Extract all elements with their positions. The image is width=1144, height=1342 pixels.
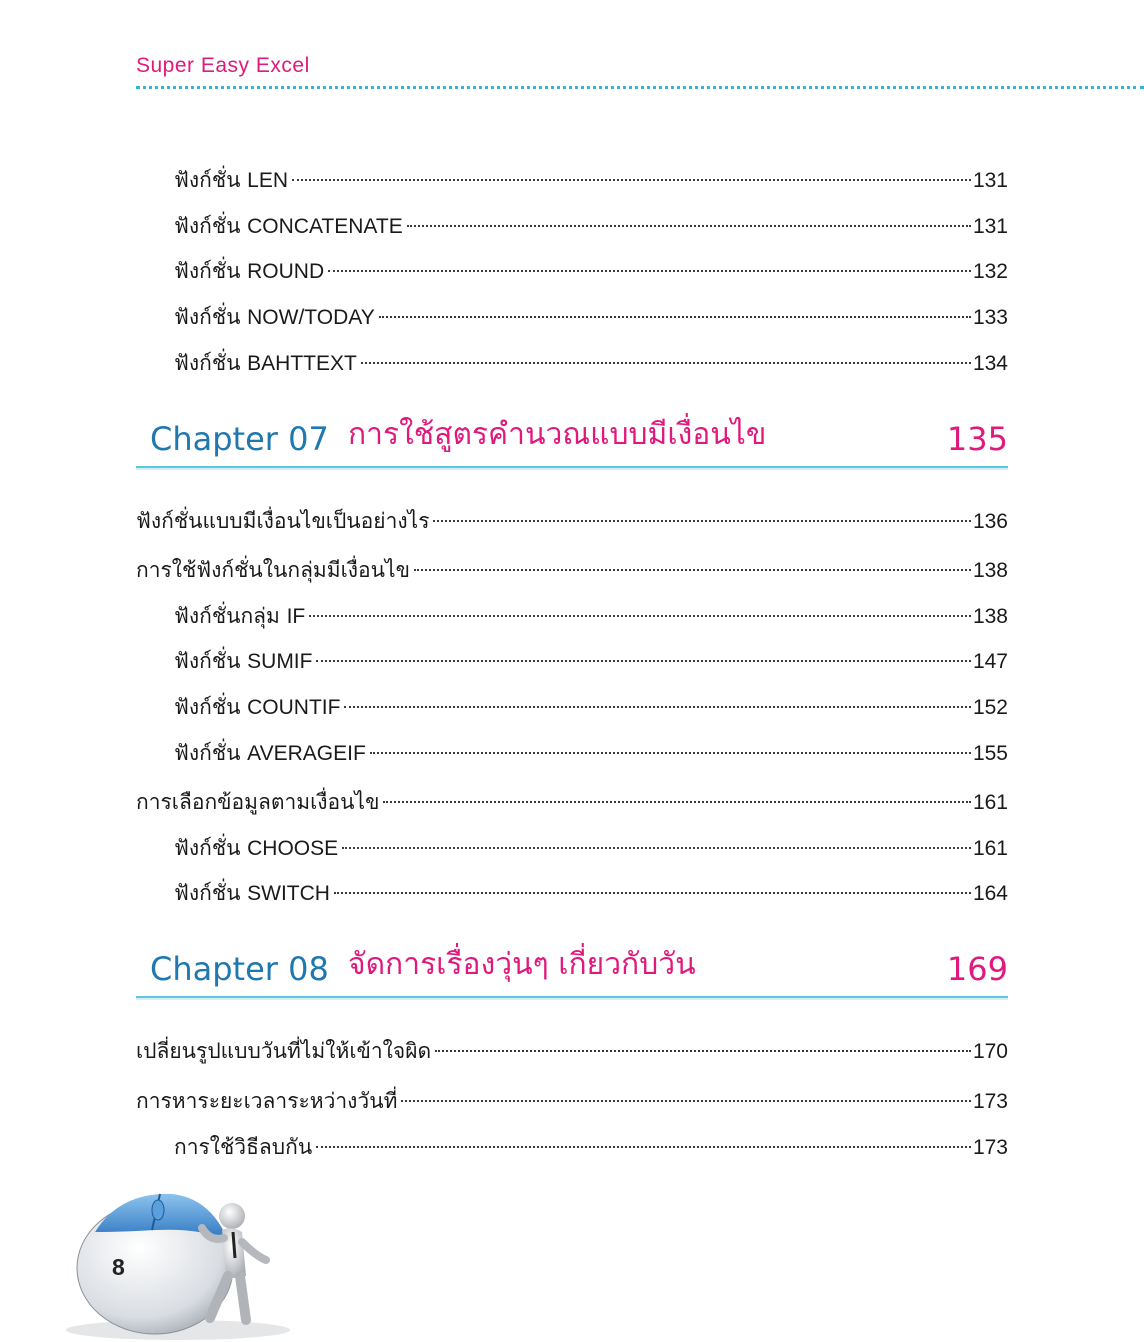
dot-leader <box>344 706 970 708</box>
toc-entry-label: การใช้ฟังก์ชั่นในกลุ่มมีเงื่อนไข <box>136 558 410 582</box>
toc-entry-page: 173 <box>972 1136 1008 1159</box>
dot-leader <box>342 847 971 849</box>
toc-entry-choose[interactable] <box>174 833 1008 863</box>
toc-entry[interactable] <box>136 787 1008 817</box>
toc-entry-countif[interactable] <box>174 692 1008 722</box>
dot-leader <box>361 362 971 364</box>
dot-leader <box>328 270 971 272</box>
toc-entry-page: 133 <box>972 306 1008 329</box>
toc-entry-page: 164 <box>972 882 1008 905</box>
toc-entry-page: 134 <box>972 352 1008 375</box>
toc-entry-switch[interactable] <box>174 878 1008 908</box>
toc-entry-page: 138 <box>972 559 1008 582</box>
toc-entry-prefix: ฟังก์ชั่น <box>174 214 241 238</box>
chapter-page: 135 <box>946 420 1008 458</box>
toc-entry-if[interactable] <box>174 601 1008 631</box>
dot-leader <box>316 1146 971 1148</box>
toc-entry-prefix: ฟังก์ชั่น <box>174 259 241 283</box>
chapter-07-heading[interactable] <box>136 412 1008 468</box>
dot-leader <box>401 1100 971 1102</box>
toc-entry-prefix: ฟังก์ชั่นกลุ่ม <box>174 604 280 628</box>
dot-leader <box>309 615 971 617</box>
toc-entry-page: 152 <box>972 696 1008 719</box>
toc-entry-prefix: ฟังก์ชั่น <box>174 836 241 860</box>
toc-entry-page: 170 <box>972 1040 1008 1063</box>
toc-entry-page: 138 <box>972 605 1008 628</box>
toc-entry-page: 131 <box>972 215 1008 238</box>
dot-leader <box>292 179 971 181</box>
toc-entry-page: 155 <box>972 742 1008 765</box>
toc-entry-prefix: ฟังก์ชั่น <box>174 741 241 765</box>
toc-entry-name: AVERAGEIF <box>247 742 366 765</box>
toc-entry[interactable] <box>174 1132 1008 1162</box>
toc-entry-concatenate[interactable] <box>174 211 1008 241</box>
mouse-mascot-illustration <box>60 1180 300 1342</box>
toc-entry-page: 136 <box>972 510 1008 533</box>
toc-entry-name: COUNTIF <box>247 696 341 719</box>
book-title: Super Easy Excel <box>136 54 310 77</box>
dot-leader <box>334 892 971 894</box>
chapter-label: Chapter 08 <box>150 950 329 988</box>
toc-entry[interactable] <box>136 506 1008 536</box>
dot-leader <box>379 316 971 318</box>
toc-entry-page: 132 <box>972 260 1008 283</box>
toc-entry-name: ROUND <box>247 260 325 283</box>
header-dotted-rule <box>136 86 1144 89</box>
toc-entry[interactable] <box>136 1036 1008 1066</box>
toc-entry-label: เปลี่ยนรูปแบบวันที่ไม่ให้เข้าใจผิด <box>136 1039 432 1063</box>
toc-entry-prefix: ฟังก์ชั่น <box>174 881 241 905</box>
dot-leader <box>433 520 970 522</box>
toc-entry-prefix: ฟังก์ชั่น <box>174 351 241 375</box>
toc-entry-label: การเลือกข้อมูลตามเงื่อนไข <box>136 790 380 814</box>
toc-entry-prefix: ฟังก์ชั่น <box>174 695 241 719</box>
chapter-08-heading[interactable] <box>136 942 1008 998</box>
toc-entry-page: 131 <box>972 169 1008 192</box>
chapter-label: Chapter 07 <box>150 420 329 458</box>
toc-entry[interactable] <box>136 1086 1008 1116</box>
toc-entry-page: 173 <box>972 1090 1008 1113</box>
toc-entry-averageif[interactable] <box>174 738 1008 768</box>
toc-entry-name: CONCATENATE <box>247 215 403 238</box>
dot-leader <box>383 801 971 803</box>
toc-entry-prefix: ฟังก์ชั่น <box>174 305 241 329</box>
toc-entry-page: 161 <box>972 837 1008 860</box>
toc-entry-name: SUMIF <box>247 650 313 673</box>
toc-entry-name: BAHTTEXT <box>247 352 357 375</box>
toc-entry-sumif[interactable] <box>174 646 1008 676</box>
toc-entry-len[interactable] <box>174 165 1008 195</box>
dot-leader <box>316 660 970 662</box>
toc-entry-name: LEN <box>247 169 288 192</box>
toc-entry-bahttext[interactable] <box>174 348 1008 378</box>
dot-leader <box>370 752 971 754</box>
dot-leader <box>414 569 971 571</box>
toc-entry-prefix: ฟังก์ชั่น <box>174 649 241 673</box>
toc-entry-label: ฟังก์ชั่นแบบมีเงื่อนไขเป็นอย่างไร <box>136 509 430 533</box>
toc-entry-now-today[interactable] <box>174 302 1008 332</box>
toc-entry-prefix: ฟังก์ชั่น <box>174 168 241 192</box>
toc-entry-name: SWITCH <box>247 882 330 905</box>
toc-entry-page: 161 <box>972 791 1008 814</box>
dot-leader <box>407 225 971 227</box>
chapter-title: การใช้สูตรคำนวณแบบมีเงื่อนไข <box>348 417 767 452</box>
dot-leader <box>435 1050 971 1052</box>
toc-entry-label: การหาระยะเวลาระหว่างวันที่ <box>136 1089 398 1113</box>
page-number: 8 <box>112 1254 125 1280</box>
toc-entry-page: 147 <box>972 650 1008 673</box>
toc-entry[interactable] <box>136 555 1008 585</box>
toc-entry-name: NOW/TODAY <box>247 306 375 329</box>
toc-entry-label: การใช้วิธีลบกัน <box>174 1135 313 1159</box>
chapter-page: 169 <box>946 950 1008 988</box>
toc-entry-name: CHOOSE <box>247 837 339 860</box>
toc-entry-name: IF <box>286 605 306 628</box>
chapter-title: จัดการเรื่องวุ่นๆ เกี่ยวกับวัน <box>348 947 696 982</box>
toc-entry-round[interactable] <box>174 256 1008 286</box>
